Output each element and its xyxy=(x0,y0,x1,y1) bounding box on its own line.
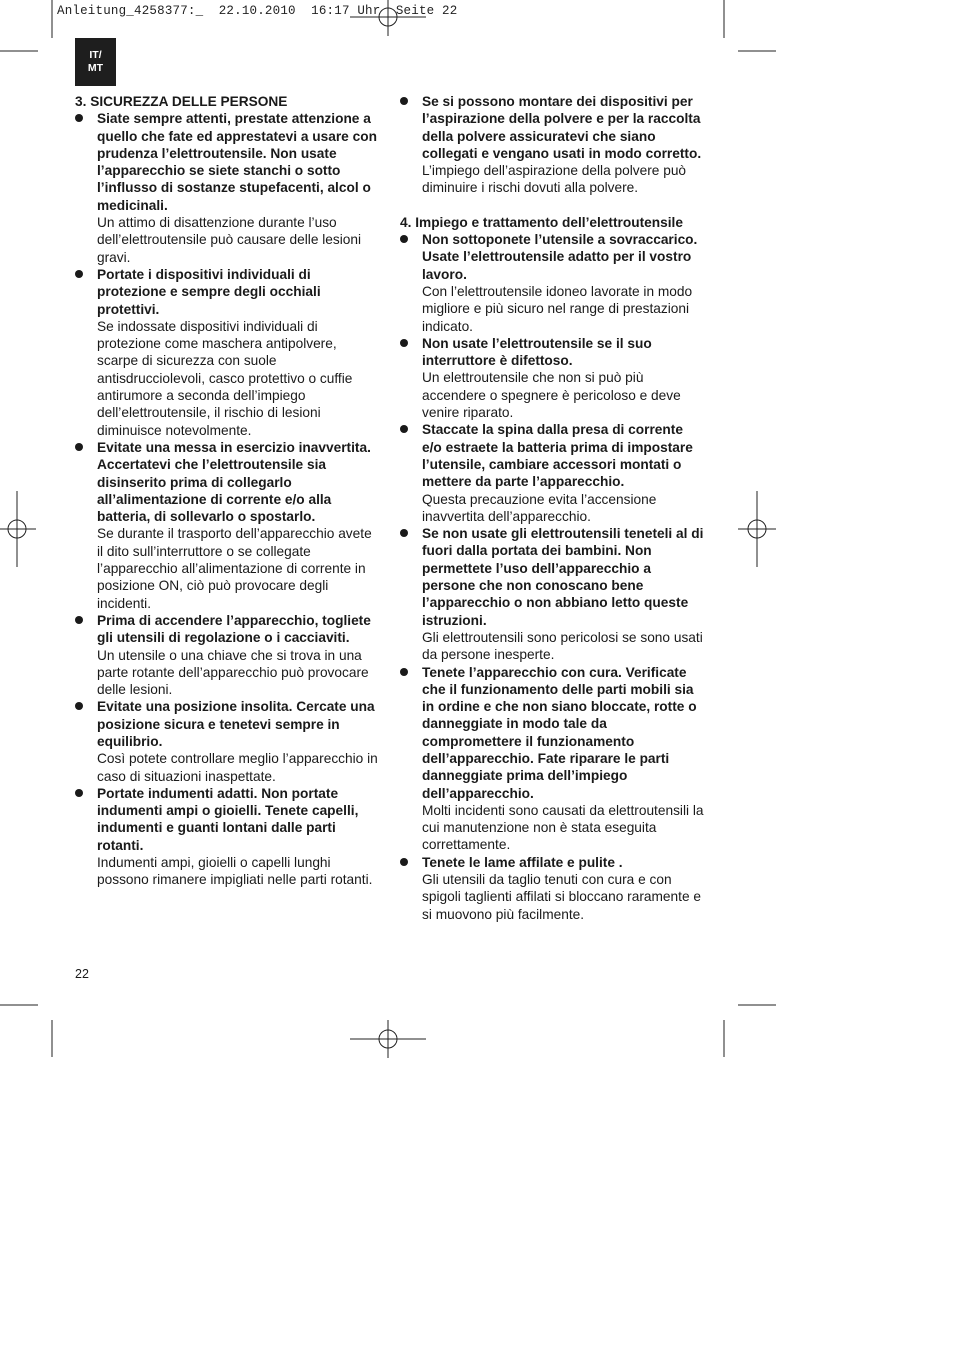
item-title: Tenete l’apparecchio con cura. Verificate che il funzionamento delle parti mobili sia in ordine e che non siano bloccate, rotte o danneggiate in modo tale da compromettere il funzionamento dell’apparecchio. Fate riparare le parti danneggiate prima dell’impiego dell’apparecchio. xyxy=(422,664,697,801)
language-tab xyxy=(75,38,116,86)
list-item xyxy=(75,110,380,266)
bullet-icon xyxy=(400,529,408,537)
page-number: 22 xyxy=(75,967,89,981)
bullet-icon xyxy=(400,339,408,347)
item-text: L’impiego dell’aspirazione della polvere può diminuire i rischi dovuti alla polvere. xyxy=(422,163,687,196)
item-text: Se indossate dispositivi individuali di protezione come maschera antipolvere, scarpe di sicurezza con suole antisdrucciolevoli, casco protettivo o cuffie antirumore a seconda dell’impiego dell’elettroutensile, il rischio di lesioni diminuisce notevolmente. xyxy=(97,318,353,438)
list-item xyxy=(400,525,705,663)
registration-mark-right xyxy=(738,491,776,567)
bullet-icon xyxy=(400,425,408,433)
item-text: Gli elettroutensili sono pericolosi se sono usati da persone inesperte. xyxy=(422,629,703,663)
list-item xyxy=(75,785,380,889)
right-column xyxy=(400,93,705,923)
bullet-icon xyxy=(400,668,408,676)
bullet-icon xyxy=(75,789,83,797)
bullet-icon xyxy=(400,858,408,866)
item-text: Molti incidenti sono causati da elettroutensili la cui manutenzione non è stata eseguita correttamente. xyxy=(422,802,704,853)
item-title: Se si possono montare dei dispositivi per l’aspirazione della polvere e per la raccolta della polvere assicuratevi che siano collegati e vengano usati in modo corretto. xyxy=(422,94,702,161)
item-title: Portate indumenti adatti. Non portate indumenti ampi o gioielli. Tenete capelli, indumenti e guanti lontani dalle parti rotanti. xyxy=(97,785,359,853)
item-title: Portate i dispositivi individuali di protezione e sempre degli occhiali protettivi. xyxy=(97,266,321,317)
bullet-icon xyxy=(75,616,83,624)
bullet-icon xyxy=(75,443,83,451)
item-text: Questa precauzione evita l’accensione inavvertita dell’apparecchio. xyxy=(422,491,657,524)
bullet-icon xyxy=(400,235,408,243)
list-item xyxy=(75,439,380,612)
item-text: Indumenti ampi, gioielli o capelli lunghi possono rimanere impigliati nelle parti rotanti. xyxy=(97,855,373,888)
section-title: 3. SICUREZZA DELLE PERSONE xyxy=(75,94,288,109)
item-text: Se durante il trasporto dell’apparecchio avete il dito sull’interruttore o se collegate l’apparecchio all’alimentazione di corrente in posizione ON, ciò può provocare degli incidenti. xyxy=(97,526,372,611)
item-title: Evitate una posizione insolita. Cercate una posizione sicura e tenetevi sempre in equilibrio. xyxy=(97,699,375,749)
item-title: Non usate l’elettroutensile se il suo interruttore è difettoso. xyxy=(422,335,652,369)
section-title: 4. Impiego e trattamento dell’elettroutensile xyxy=(400,214,683,230)
bullet-icon xyxy=(75,702,83,710)
item-title: Prima di accendere l’apparecchio, togliete gli utensili di regolazione o i cacciaviti. xyxy=(97,612,371,646)
item-title: Tenete le lame affilate e pulite . xyxy=(422,854,623,870)
item-text: Un utensile o una chiave che si trova in una parte rotante dell’apparecchio può provocare delle lesioni. xyxy=(97,647,369,698)
item-title: Non sottoponete l’utensile a sovraccarico. Usate l’elettroutensile adatto per il vostro lavoro. xyxy=(422,232,698,282)
bullet-icon xyxy=(75,114,83,122)
list-item xyxy=(75,612,380,698)
item-title: Evitate una messa in esercizio inavvertita. Accertatevi che l’elettroutensile sia disinserito prima di collegarlo all’alimentazione di corrente e/o alla batteria, di sollevarlo o spostarlo. xyxy=(97,439,371,525)
print-header: Anleitung_4258377:_ 22.10.2010 16:17 Uhr Seite 22 xyxy=(57,4,458,18)
language-tab-line1: IT/ xyxy=(89,49,102,61)
item-text: Un attimo di disattenzione durante l’uso dell’elettroutensile può causare delle lesioni gravi. xyxy=(97,215,362,265)
list-item xyxy=(400,421,705,525)
list-item xyxy=(400,854,705,923)
spacer xyxy=(400,197,705,214)
list-item xyxy=(75,266,380,439)
registration-mark-left xyxy=(0,491,36,567)
item-title: Staccate la spina dalla presa di corrente e/o estraete la batteria prima di impostare l’utensile, cambiare accessori montati o mettere da parte l’apparecchio. xyxy=(422,422,693,490)
item-text: Gli utensili da taglio tenuti con cura e con spigoli taglienti affilati si bloccano raramente e si muovono più facilmente. xyxy=(422,872,701,922)
language-tab-line2: MT xyxy=(87,62,104,74)
item-text: Così potete controllare meglio l’apparecchio in caso di situazioni inaspettate. xyxy=(97,751,378,784)
bullet-icon xyxy=(400,97,408,105)
left-column xyxy=(75,93,380,889)
list-item xyxy=(400,93,705,197)
item-text: Un elettroutensile che non si può più accendere o spegnere è pericoloso e deve venire riparato. xyxy=(422,370,681,421)
list-item xyxy=(75,698,380,784)
list-item xyxy=(400,664,705,854)
bullet-icon xyxy=(75,270,83,278)
item-title: Se non usate gli elettroutensili teneteli al di fuori dalla portata dei bambini. Non permettete l’uso dell’apparecchio a persone che non conoscano bene l’apparecchio o non abbiano letto queste istruzioni. xyxy=(422,526,704,628)
list-item xyxy=(400,335,705,421)
registration-mark-bottom xyxy=(350,1020,426,1058)
item-text: Con l’elettroutensile idoneo lavorate in modo migliore e più sicuro nel range di prestazioni indicato. xyxy=(422,283,693,334)
list-item xyxy=(400,231,705,335)
item-title: Siate sempre attenti, prestate attenzione a quello che fate ed apprestatevi a usare con prudenza l’elettroutensile. Non usate l’apparecchio se siete stanchi o sotto l’influsso di sostanze stupefacenti, alcol o medicinali. xyxy=(97,111,377,213)
